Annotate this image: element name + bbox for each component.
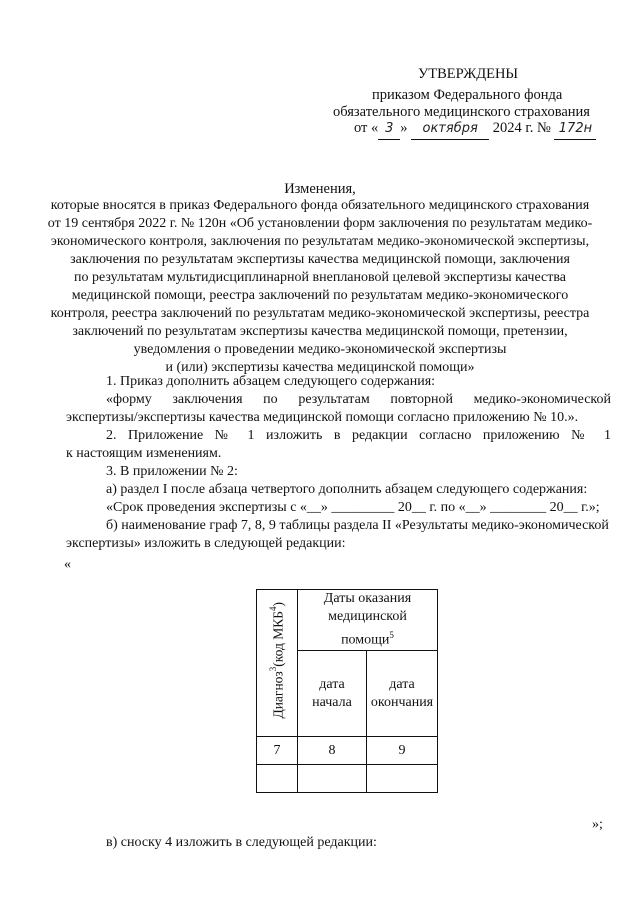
- paragraph-3a-quote: «Срок проведения экспертизы с «__» _________ 20__ г. по «__» ________ 20__ г.»;: [106, 500, 600, 515]
- opening-quote: «: [64, 557, 71, 572]
- paragraph-3b-a: б) наименование граф 7, 8, 9 таблицы раздела II «Результаты медико-экономической: [106, 518, 609, 533]
- start-date-cell: [298, 651, 367, 737]
- diagnosis-header: Диагноз$^3$(код МКБ$^4$): [267, 602, 286, 719]
- approved-line-1: приказом Федерального фонда: [372, 87, 563, 103]
- paragraph-3: 3. В приложении № 2:: [106, 464, 238, 479]
- order-number: 172н: [554, 119, 596, 140]
- paragraph-3a: а) раздел I после абзаца четвертого дополнить абзацем следующего содержания:: [106, 482, 588, 497]
- date-mid: »: [400, 120, 408, 136]
- end-date-cell: [367, 651, 438, 737]
- document-title-block: [0, 197, 640, 377]
- title-line: уведомления о проведении медико-экономической экспертизы: [133, 342, 507, 357]
- paragraph-1-quote-a: «форму заключения по результатам повторной медико-экономической: [106, 392, 611, 407]
- paragraph-1-quote-b: экспертизы/экспертизы качества медицинской помощи согласно приложению № 10.».: [66, 410, 579, 425]
- empty-cell: [298, 765, 367, 793]
- empty-cell: [257, 765, 298, 793]
- empty-cell: [367, 765, 438, 793]
- title-line: которые вносятся в приказ Федерального фонда обязательного медицинского страхования: [50, 198, 590, 213]
- paragraph-2-a: 2. Приложение № 1 изложить в редакции согласно приложению № 1: [106, 428, 611, 443]
- title-line: заключения по результатам экспертизы качества медицинской помощи, заключения: [70, 252, 570, 267]
- columns-table: [256, 589, 438, 793]
- closing-quote: »;: [592, 817, 603, 832]
- date-month: октября: [411, 119, 489, 140]
- dates-header-cell: [298, 590, 438, 651]
- paragraph-1: 1. Приказ дополнить абзацем следующего содержания:: [106, 374, 436, 389]
- title-line: контроля, реестра заключений по результатам медико-экономической экспертизы, реестра: [50, 306, 590, 321]
- title-line: от 19 сентября 2022 г. № 120н «Об установлении форм заключения по результатам медико-: [47, 216, 593, 231]
- approved-heading: УТВЕРЖДЕНЫ: [418, 66, 519, 82]
- title-line: по результатам мультидисциплинарной внеплановой целевой экспертизы качества: [74, 270, 566, 285]
- approved-line-2: обязательного медицинского страхования: [333, 104, 590, 120]
- col7-header-cell: [257, 590, 298, 737]
- date-day: 3: [378, 119, 400, 140]
- start-date-header: дата начала: [312, 676, 352, 710]
- title-line: медицинской помощи, реестра заключений по результатам медико-экономического: [71, 288, 569, 303]
- column-number-9: 9: [367, 737, 438, 765]
- paragraph-2-b: к настоящим изменениям.: [66, 446, 222, 461]
- approved-date-line: [354, 118, 596, 140]
- paragraph-3b-b: экспертизы» изложить в следующей редакции:: [66, 536, 346, 551]
- title-line: экономического контроля, заключения по результатам медико-экономической экспертизы,: [50, 234, 590, 249]
- column-number-8: 8: [298, 737, 367, 765]
- paragraph-3c: в) сноску 4 изложить в следующей редакции:: [106, 835, 377, 850]
- dates-header: Даты оказания медицинской помощи$^5$: [323, 591, 412, 648]
- column-number-7: 7: [257, 737, 298, 765]
- title-line: и (или) экспертизы качества медицинской помощи»: [165, 360, 475, 375]
- date-year: 2024 г. №: [492, 120, 551, 136]
- document-heading: Изменения,: [284, 181, 356, 197]
- date-prefix: от «: [354, 120, 379, 136]
- title-line: заключений по результатам экспертизы качества медицинской помощи, претензии,: [72, 324, 568, 339]
- end-date-header: дата окончания: [370, 676, 434, 710]
